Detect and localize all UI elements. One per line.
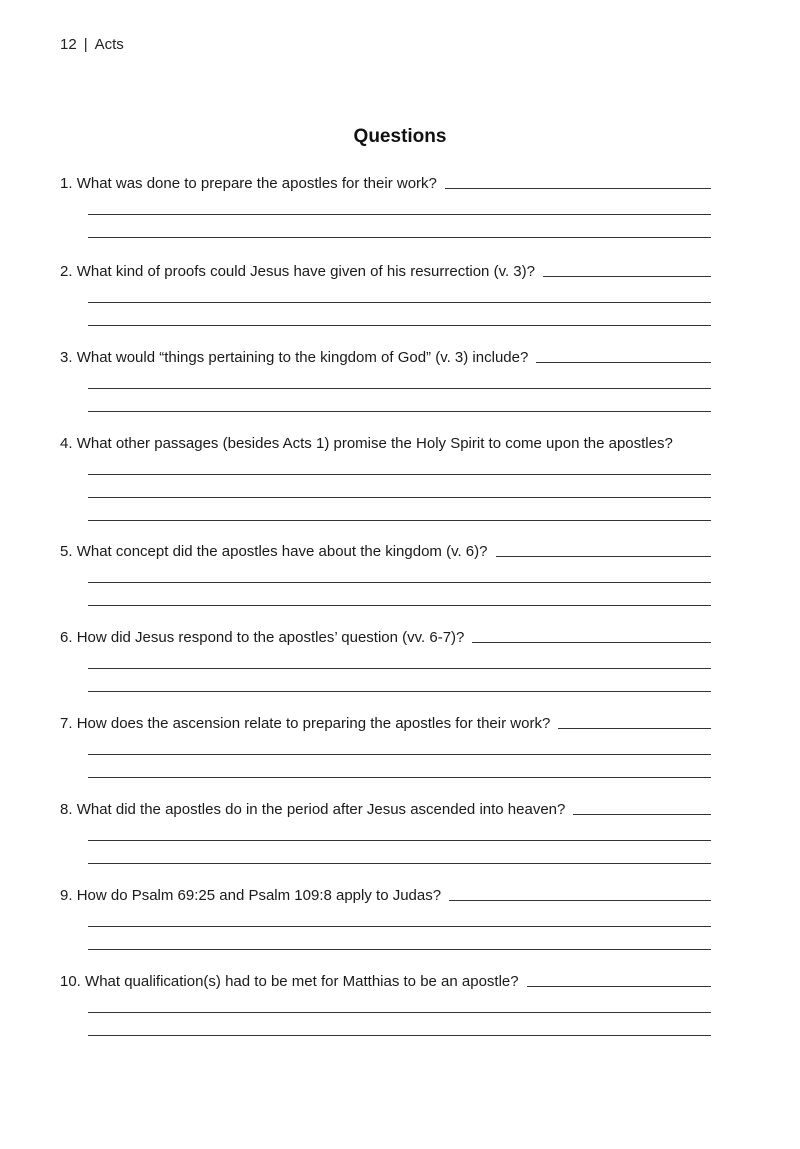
question-2 [60,260,711,326]
answer-line[interactable] [88,215,711,238]
question-6 [60,626,711,692]
answer-fill-line[interactable] [472,641,711,643]
answer-line[interactable] [88,1013,711,1036]
question-text: What kind of proofs could Jesus have given of his resurrection (v. 3)? [76,263,535,280]
answer-fill-line[interactable] [573,813,711,815]
question-line [60,172,711,192]
question-number: 9. [60,887,77,904]
answer-line[interactable] [88,927,711,950]
page-title: Questions [353,126,447,147]
question-line [60,260,711,280]
answer-line[interactable] [88,818,711,841]
answer-line[interactable] [88,990,711,1013]
question-number: 5. [60,543,77,560]
question-5 [60,540,711,606]
answer-line[interactable] [88,583,711,606]
answer-line[interactable] [88,669,711,692]
answer-line[interactable] [88,475,711,498]
answer-line[interactable] [88,303,711,326]
question-4 [60,432,711,521]
book-title: Acts [94,36,124,53]
answer-line[interactable] [88,560,711,583]
answer-line[interactable] [88,366,711,389]
page-number: 12 [60,36,77,53]
question-1 [60,172,711,238]
question-line [60,432,711,452]
answer-fill-line[interactable] [558,727,711,729]
question-number: 2. [60,263,77,280]
question-line [60,970,711,990]
question-number: 3. [60,349,77,366]
question-3 [60,346,711,412]
answer-line[interactable] [88,389,711,412]
answer-fill-line[interactable] [536,361,711,363]
answer-line[interactable] [88,452,711,475]
question-text: How does the ascension relate to preparing the apostles for their work? [76,715,551,732]
answer-fill-line[interactable] [543,275,711,277]
answer-line[interactable] [88,646,711,669]
answer-fill-line[interactable] [445,187,711,189]
question-line [60,540,711,560]
answer-fill-line[interactable] [449,899,711,901]
running-head [60,36,124,53]
answer-line[interactable] [88,904,711,927]
answer-line[interactable] [88,841,711,864]
question-10 [60,970,711,1036]
question-number: 7. [60,715,77,732]
question-text: How do Psalm 69:25 and Psalm 109:8 apply to Judas? [76,887,442,904]
answer-line[interactable] [88,732,711,755]
question-number: 4. [60,435,77,452]
question-line [60,712,711,732]
header-separator: | [83,36,88,53]
answer-line[interactable] [88,498,711,521]
question-line [60,626,711,646]
question-text: What did the apostles do in the period after Jesus ascended into heaven? [76,801,566,818]
answer-line[interactable] [88,755,711,778]
question-9 [60,884,711,950]
question-number: 10. [60,973,86,990]
question-text: What was done to prepare the apostles for their work? [76,175,437,192]
question-line [60,346,711,366]
question-text: What qualification(s) had to be met for Matthias to be an apostle? [85,973,519,990]
question-number: 6. [60,629,77,646]
question-8 [60,798,711,864]
question-number: 1. [60,175,77,192]
question-text: What other passages (besides Acts 1) promise the Holy Spirit to come upon the apostles? [76,435,673,452]
question-text: How did Jesus respond to the apostles’ question (vv. 6-7)? [76,629,465,646]
answer-line[interactable] [88,280,711,303]
answer-line[interactable] [88,192,711,215]
question-text: What would “things pertaining to the kingdom of God” (v. 3) include? [76,349,529,366]
answer-fill-line[interactable] [527,985,711,987]
question-text: What concept did the apostles have about the kingdom (v. 6)? [76,543,488,560]
question-7 [60,712,711,778]
question-number: 8. [60,801,77,818]
question-line [60,884,711,904]
question-line [60,798,711,818]
answer-fill-line[interactable] [496,555,712,557]
